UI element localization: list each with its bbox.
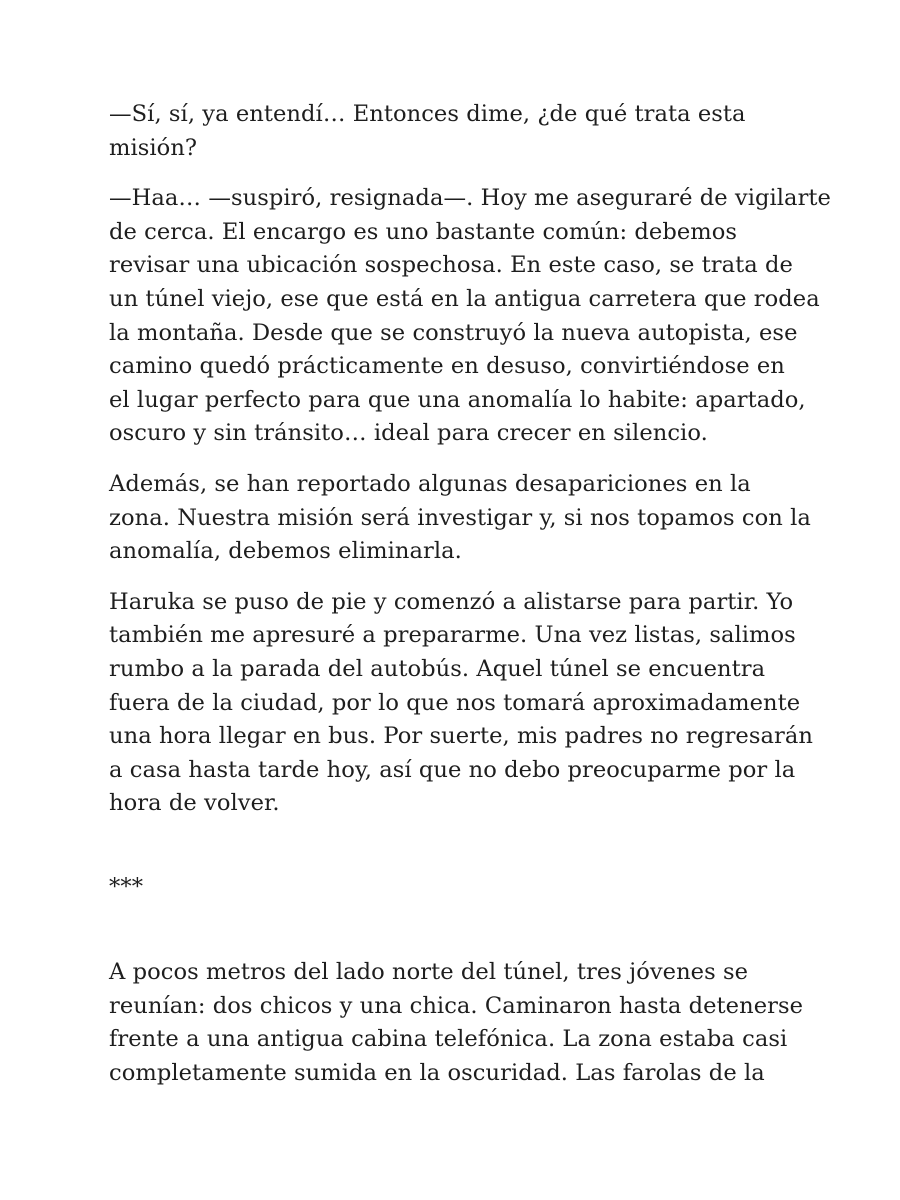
text-line: Haruka se puso de pie y comenzó a alistarse para partir. Yo — [109, 588, 794, 615]
paragraph-4 — [109, 586, 813, 821]
text-line: un túnel viejo, ese que está en la antigua carretera que rodea — [109, 285, 820, 312]
text-line: camino quedó prácticamente en desuso, convirtiéndose en — [109, 353, 785, 380]
text-line: de cerca. El encargo es uno bastante común: debemos — [109, 218, 738, 245]
text-line: oscuro y sin tránsito… ideal para crecer en silencio. — [109, 420, 708, 447]
text-line: misión? — [109, 134, 198, 161]
text-line: el lugar perfecto para que una anomalía lo habite: apartado, — [109, 386, 806, 413]
text-line: revisar una ubicación sospechosa. En este caso, se trata de — [109, 252, 793, 279]
paragraph-2 — [109, 182, 831, 451]
text-line: Además, se han reportado algunas desapariciones en la — [109, 470, 751, 497]
text-line: reunían: dos chicos y una chica. Caminaron hasta detenerse — [109, 992, 804, 1019]
text-line: hora de volver. — [109, 790, 280, 817]
text-line: anomalía, debemos eliminarla. — [109, 538, 462, 565]
text-line: a casa hasta tarde hoy, así que no debo preocuparme por la — [109, 756, 796, 783]
text-line: —Sí, sí, ya entendí… Entonces dime, ¿de qué trata esta — [109, 101, 746, 127]
text-line: completamente sumida en la oscuridad. Las farolas de la — [109, 1059, 765, 1086]
paragraph-3 — [109, 468, 811, 569]
text-line: rumbo a la parada del autobús. Aquel túnel se encuentra — [109, 655, 766, 682]
text-line: A pocos metros del lado norte del túnel, tres jóvenes se — [109, 959, 749, 985]
text-line: frente a una antigua cabina telefónica. La zona estaba casi — [109, 1026, 788, 1053]
document-page — [109, 98, 831, 1086]
paragraph-1 — [109, 98, 799, 165]
paragraph-5 — [109, 956, 803, 1090]
text-line: la montaña. Desde que se construyó la nueva autopista, ese — [109, 319, 798, 346]
text-line: fuera de la ciudad, por lo que nos tomará aproximadamente — [109, 689, 801, 716]
text-line: —Haa… —suspiró, resignada—. Hoy me aseguraré de vigilarte — [109, 185, 831, 212]
text-line: zona. Nuestra misión será investigar y, si nos topamos con la — [109, 504, 811, 531]
text-line: también me apresuré a prepararme. Una vez listas, salimos — [109, 622, 796, 649]
text-line: una hora llegar en bus. Por suerte, mis padres no regresarán — [109, 723, 813, 750]
scene-break: *** — [109, 874, 144, 900]
